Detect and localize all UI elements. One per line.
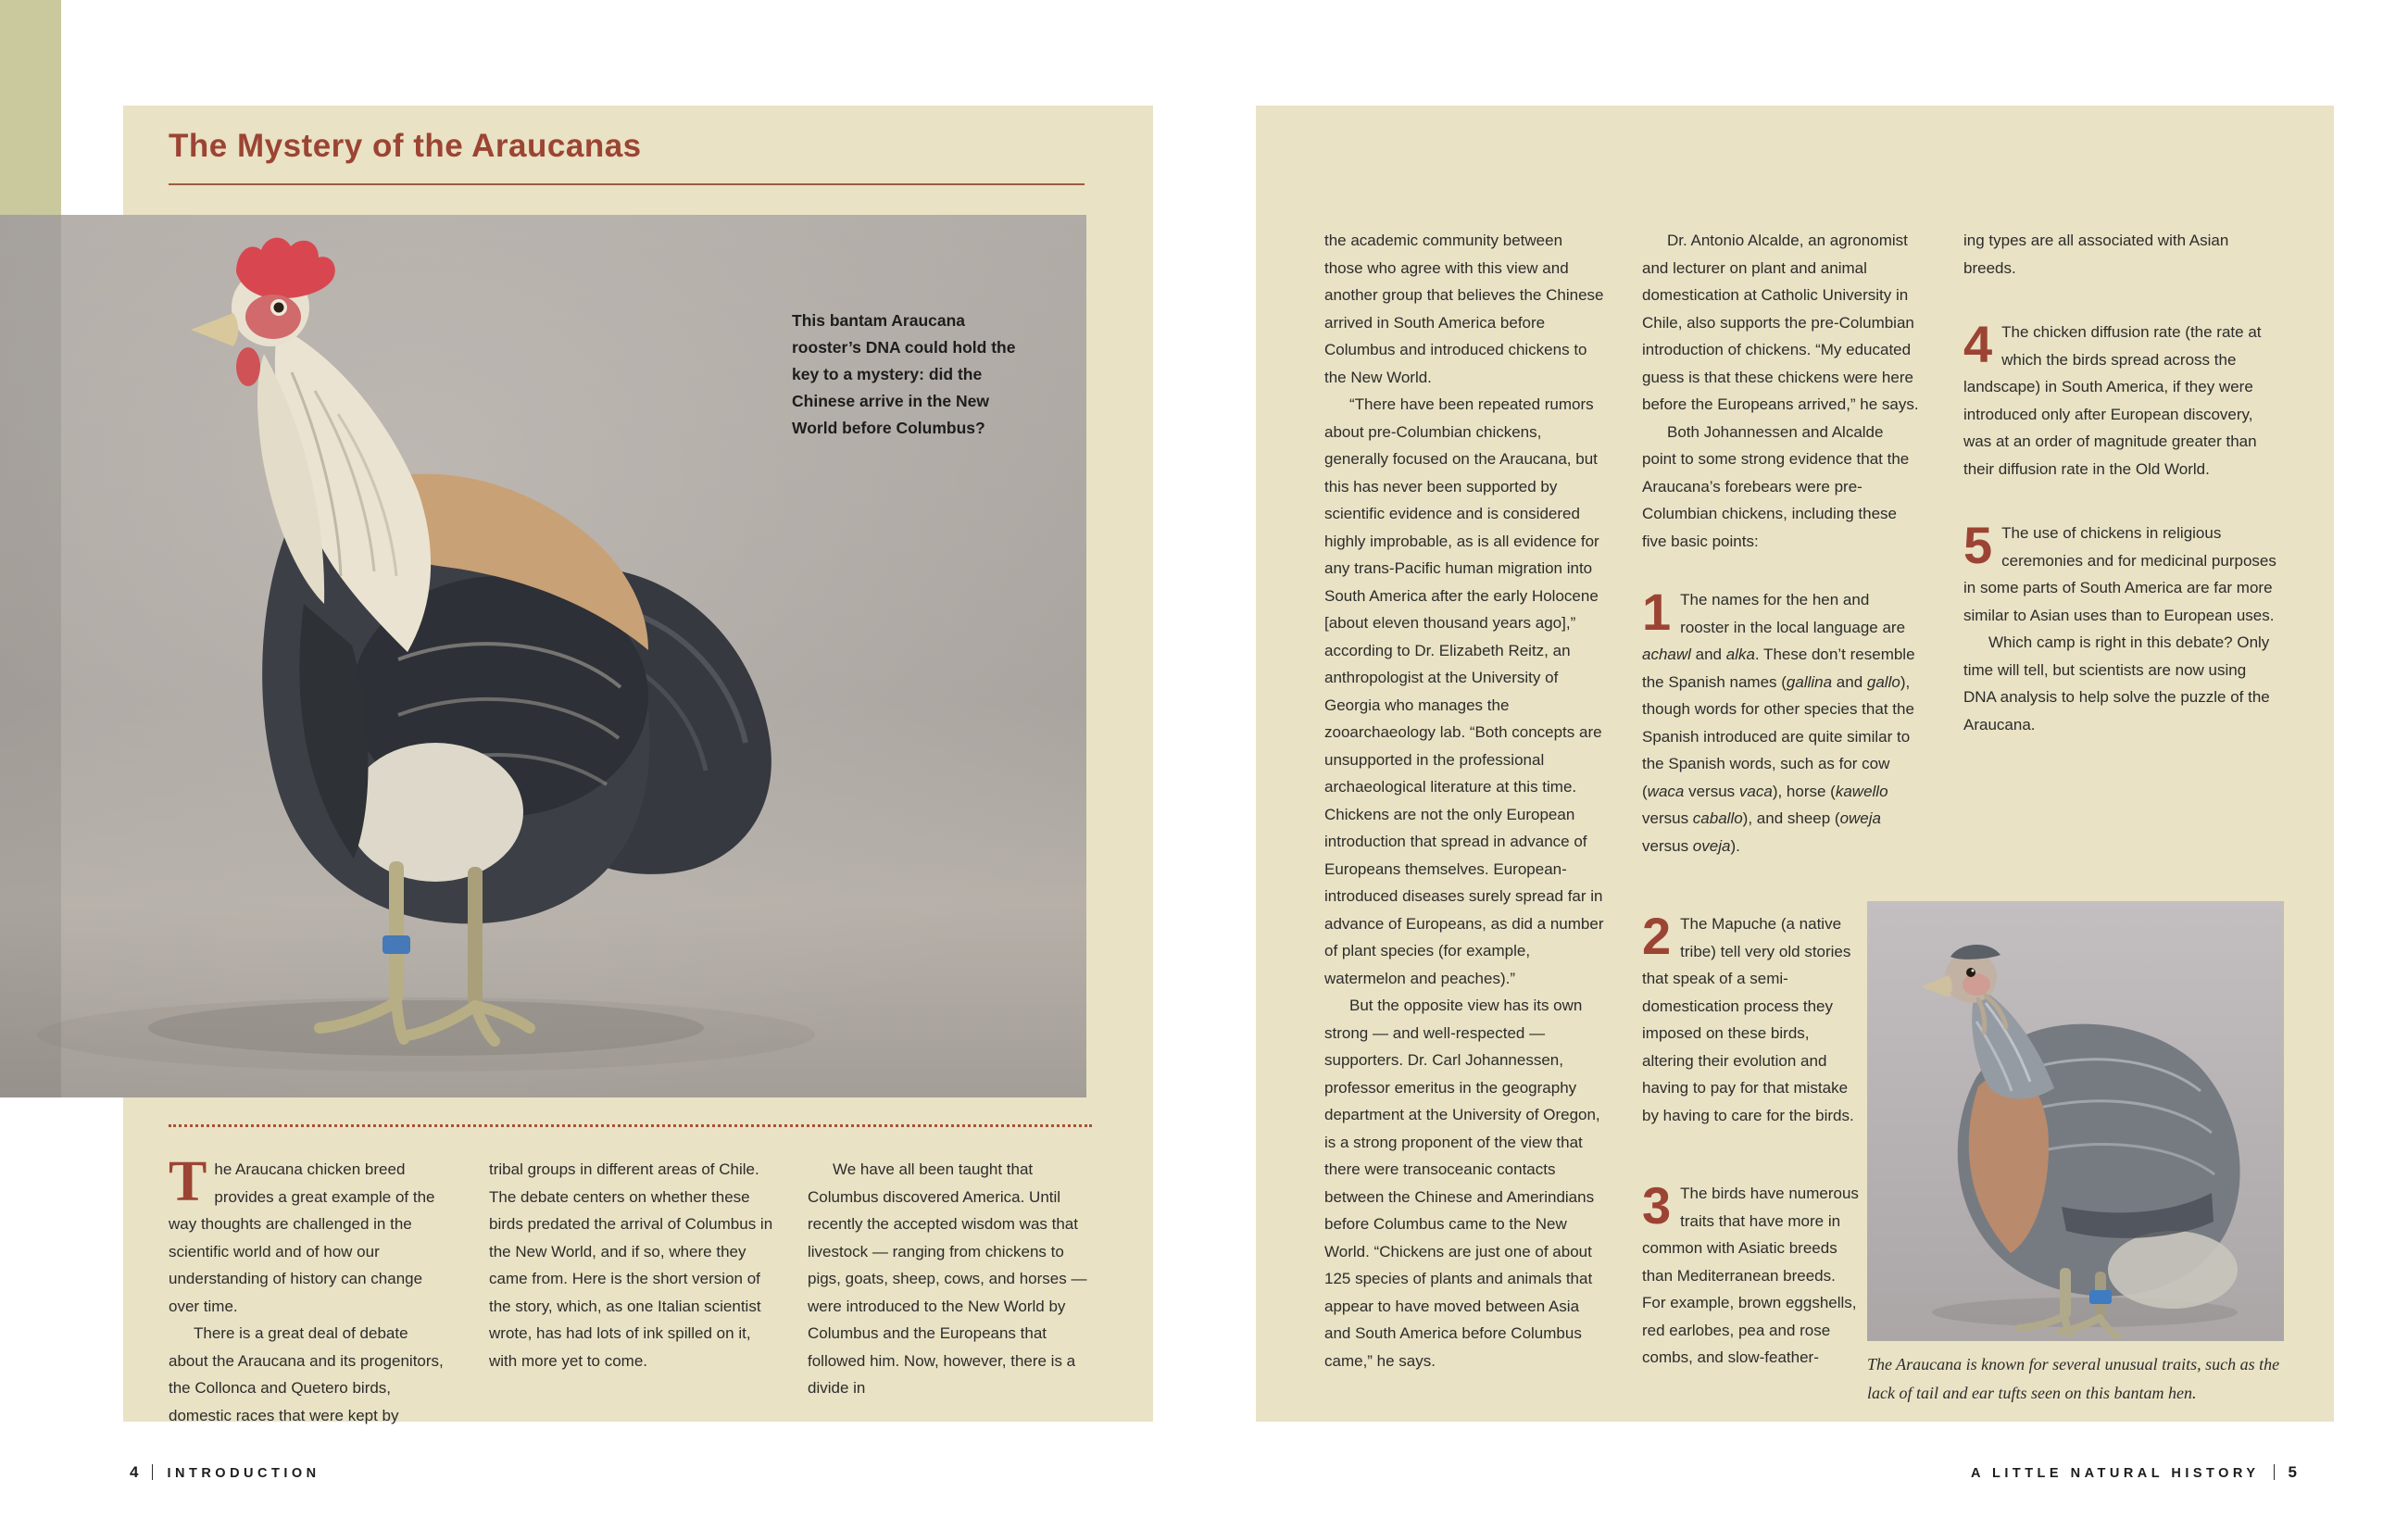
- numbered-point-2: [1642, 907, 1862, 1129]
- hen-photo: [1867, 901, 2284, 1341]
- numbered-point-1: [1642, 583, 1922, 859]
- paragraph: But the opposite view has its own strong — and well-respected — supporters. Dr. Carl Johannessen, professor emeritus in the geography department at the University of Oregon, is a strong proponent of the view that there were transoceanic contacts between the Chinese and Amerindians before Columbus came to the New World. “Chickens are just one of about 125 species of plants and animals that appear to have moved between Asia and South America before Columbus came,” he says.: [1324, 997, 1600, 1370]
- right-section-label: A LITTLE NATURAL HISTORY: [1971, 1466, 2260, 1481]
- rooster-photo: [0, 215, 1086, 1097]
- point-number: 3: [1642, 1176, 1672, 1235]
- hen-photo-caption: The Araucana is known for several unusual traits, such as the lack of tail and ear tufts seen on this bantam hen.: [1867, 1355, 2280, 1402]
- point-text: The names for the hen and rooster in the local language are achawl and alka. These don’t resemble the Spanish names (gallina and gallo), though words for other species that the Spanish introduced are quite similar to the Spanish words, such as for cow (waca versus vaca), horse (kawello versus caballo), and sheep (oweja versus oveja).: [1642, 591, 1915, 855]
- paragraph: Both Johannessen and Alcalde point to some strong evidence that the Araucana’s forebears were pre-Columbian chickens, including these five basic points:: [1642, 422, 1910, 550]
- footer-divider: [152, 1464, 153, 1480]
- rooster-photo-caption: This bantam Araucana rooster’s DNA could hold the key to a mystery: did the Chinese arrive in the New World before Columbus?: [792, 311, 1016, 437]
- numbered-point-3: [1642, 1176, 1862, 1372]
- right-page-footer: [1971, 1463, 2297, 1482]
- left-text-column-2: [489, 1156, 776, 1374]
- dotted-divider: [169, 1124, 1092, 1127]
- hen-illustration: [1867, 901, 2284, 1341]
- numbered-point-5: [1963, 516, 2276, 629]
- point-text: The use of chickens in religious ceremonies and for medicinal purposes in some parts of South America are far more similar to Asian uses than to European uses.: [1963, 524, 2276, 624]
- point-text: The birds have numerous traits that have more in common with Asiatic breeds than Mediterranean breeds. For example, brown eggshells, red earlobes, pea and rose combs, and slow-feather-: [1642, 1185, 1859, 1366]
- paragraph-text: he Araucana chicken breed provides a great example of the way thoughts are challenged in the scientific world and of how our understanding of history can change over time.: [169, 1160, 435, 1315]
- drop-cap: T: [169, 1150, 207, 1213]
- paragraph: Dr. Antonio Alcalde, an agronomist and lecturer on plant and animal domestication at Catholic University in Chile, also supports the pre-Columbian introduction of chickens. “My educated guess is that these chickens were here before the Europeans arrived,” he says.: [1642, 232, 1919, 413]
- page-title: The Mystery of the Araucanas: [169, 128, 642, 164]
- right-page-number: 5: [2288, 1463, 2297, 1481]
- paragraph: There is a great deal of debate about the Araucana and its progenitors, the Collonca and Quetero birds, domestic races that were kept by: [169, 1324, 444, 1424]
- paragraph: Which camp is right in this debate? Only time will tell, but scientists are now using DNA analysis to help solve the puzzle of the Araucana.: [1963, 633, 2270, 734]
- paragraph: the academic community between those who agree with this view and another group that believes the Chinese arrived in South America before Columbus and introduced chickens to the New World.: [1324, 232, 1604, 386]
- point-text: The Mapuche (a native tribe) tell very old stories that speak of a semi-domestication process they imposed on these birds, altering their evolution and having to pay for that mistake by having to care for the birds.: [1642, 915, 1854, 1124]
- left-text-column-1: [169, 1150, 446, 1429]
- paragraph: “There have been repeated rumors about pre-Columbian chickens, generally focused on the Araucana, but this has never been supported by scientific evidence and is considered highly improbable, as is all evidence for any trans-Pacific human migration into South America after the early Holocene [about eleven thousand years ago],” according to Dr. Elizabeth Reitz, an anthropologist at the University of Georgia who manages the zooarchaeology lab. “Both concepts are unsupported in the professional archaeological literature at this time. Chickens are not the only European introduction that spread in advance of Europeans themselves. European-introduced diseases surely spread far in advance of Europeans, as did a number of plant species (for example, watermelon and peaches).”: [1324, 395, 1604, 987]
- olive-accent-strip: [0, 0, 61, 215]
- point-number: 2: [1642, 907, 1672, 965]
- left-page-number: 4: [130, 1463, 139, 1481]
- left-page-footer: [130, 1463, 320, 1482]
- paragraph: [169, 1150, 446, 1320]
- numbered-point-4: [1963, 315, 2276, 483]
- point-number: 1: [1642, 583, 1672, 641]
- footer-divider: [2274, 1464, 2275, 1480]
- right-text-column-1: [1324, 227, 1604, 1374]
- point-text: The chicken diffusion rate (the rate at which the birds spread across the landscape) in South America, if they were introduced only after European discovery, was at an order of magnitude greater than their diffusion rate in the Old World.: [1963, 323, 2262, 478]
- left-section-label: INTRODUCTION: [167, 1466, 320, 1481]
- paragraph: tribal groups in different areas of Chile. The debate centers on whether these birds predated the arrival of Columbus in the New World, and if so, where they came from. Here is the short version of the story, which, as one Italian scientist wrote, has had lots of ink spilled on it, with more yet to come.: [489, 1160, 773, 1370]
- paragraph: We have all been taught that Columbus discovered America. Until recently the accepted wisdom was that livestock — ranging from chickens to pigs, goats, sheep, cows, and horses — were introduced to the New World by Columbus and the Europeans that followed him. Now, however, there is a divide in: [808, 1160, 1087, 1397]
- point-number: 4: [1963, 315, 1993, 373]
- paragraph: ing types are all associated with Asian breeds.: [1963, 232, 2229, 277]
- title-rule: [169, 183, 1085, 185]
- right-text-column-3: [1963, 227, 2276, 738]
- left-text-column-3: [808, 1156, 1097, 1402]
- point-number: 5: [1963, 516, 1993, 574]
